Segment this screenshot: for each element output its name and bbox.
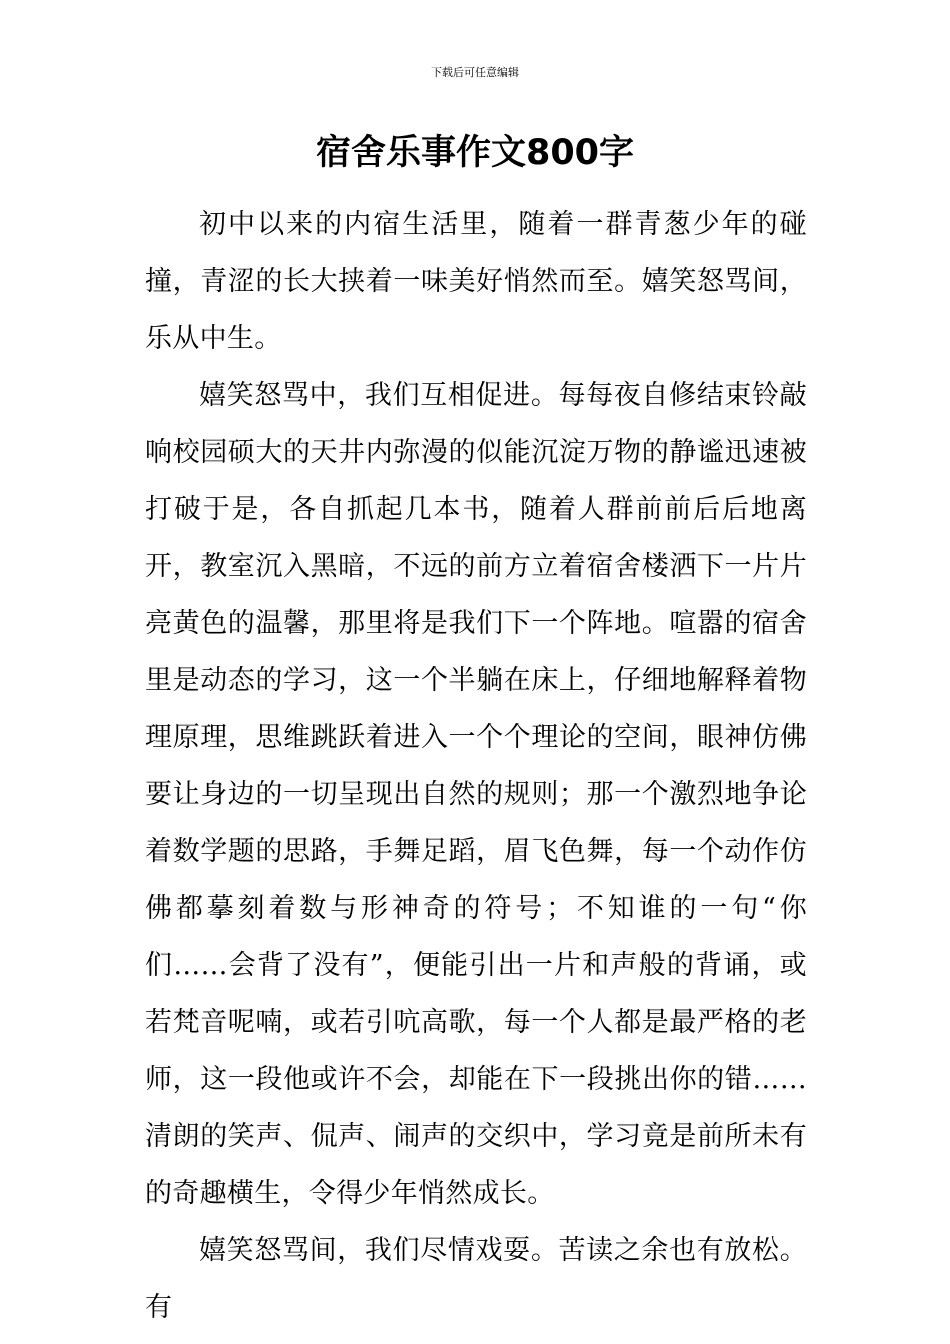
document-title: 宿舍乐事作文800字 [315, 133, 635, 173]
document-body [145, 196, 807, 1336]
paragraph-3: 嬉笑怒骂间，我们尽情戏耍。苦读之余也有放松。有 [145, 1235, 807, 1323]
header-note: 下载后可任意编辑 [431, 66, 519, 79]
paragraph-2: 嬉笑怒骂中，我们互相促进。每每夜自修结束铃敲响校园硕大的天井内弥漫的似能沉淀万物的静谧迅速被打破于是，各自抓起几本书，随着人群前前后后地离开，教室沉入黑暗，不远的前方立着宿舍楼洒下一片片亮黄色的温馨，那里将是我们下一个阵地。喧嚣的宿舍里是动态的学习，这一个半躺在床上，仔细地解释着物理原理，思维跳跃着进入一个个理论的空间，眼神仿佛要让身边的一切呈现出自然的规则；那一个激烈地争论着数学题的思路，手舞足蹈，眉飞色舞，每一个动作仿佛都摹刻着数与形神奇的符号；不知谁的一句“你们……会背了没有”，便能引出一片和声般的背诵，或若梵音呢喃，或若引吭高歌，每一个人都是最严格的老师，这一段他或许不会，却能在下一段挑出你的错……清朗的笑声、侃声、闹声的交织中，学习竟是前所未有的奇趣横生，令得少年悄然成长。 [145, 380, 807, 1209]
paragraph-1: 初中以来的内宿生活里，随着一群青葱少年的碰撞，青涩的长大挟着一味美好悄然而至。嬉笑怒骂间，乐从中生。 [145, 209, 807, 354]
